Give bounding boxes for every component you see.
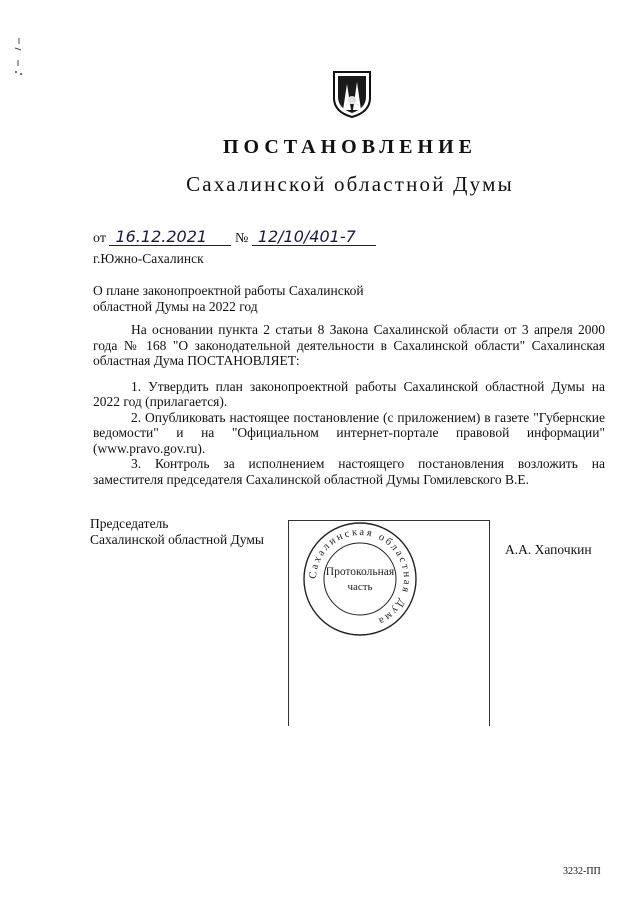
item-3-paragraph: 3. Контроль за исполнением настоящего постановления возложить на заместителя председателя Сахалинской областной Думы Гомилевского В.Е. [93,456,605,487]
position-line-2: Сахалинской областной Думы [90,532,264,547]
position-line-1: Председатель [90,516,169,531]
city: г.Южно-Сахалинск [93,251,204,266]
number-prefix: № [234,231,249,246]
preamble-paragraph: На основании пункта 2 статьи 8 Закона Сахалинской области от 3 апреля 2000 года № 168 "О законодательной деятельности в Сахалинской области" Сахалинская областная Дума ПОСТАНОВЛЯЕТ: [93,322,605,368]
number-handwritten: 12/10/401-7 [252,229,376,246]
issuer-name: Сахалинской областной Думы [186,172,514,196]
stamp-center-line-1: Протокольная [325,566,395,578]
signatory-position [90,516,264,548]
signatory-name: А.А. Хапочкин [505,542,592,557]
date-handwritten: 16.12.2021 [109,229,231,246]
stamp-center-line-2: часть [347,581,373,593]
coat-of-arms-icon [331,70,373,118]
date-prefix: от [93,231,106,246]
document-code: 3232-ПП [563,866,601,877]
subject-heading: О плане законопроектной работы Сахалинской областной Думы на 2022 год [93,283,364,314]
date-number-line [93,229,376,247]
stamp-ring-text: Сахалинская областная Дума [307,526,413,628]
item-1-paragraph: 1. Утвердить план законопроектной работы Сахалинской областной Думы на 2022 год (прилагается). [93,378,605,409]
official-stamp [300,519,420,639]
binder-marks [12,38,26,78]
item-2-paragraph: 2. Опубликовать настоящее постановление (с приложением) в газете "Губернские ведомости" и на "Официальном интернет-портале правовой информации" (www.pravo.gov.ru). [93,409,605,456]
document-title: ПОСТАНОВЛЕНИЕ [223,136,477,158]
document-body [93,322,605,487]
